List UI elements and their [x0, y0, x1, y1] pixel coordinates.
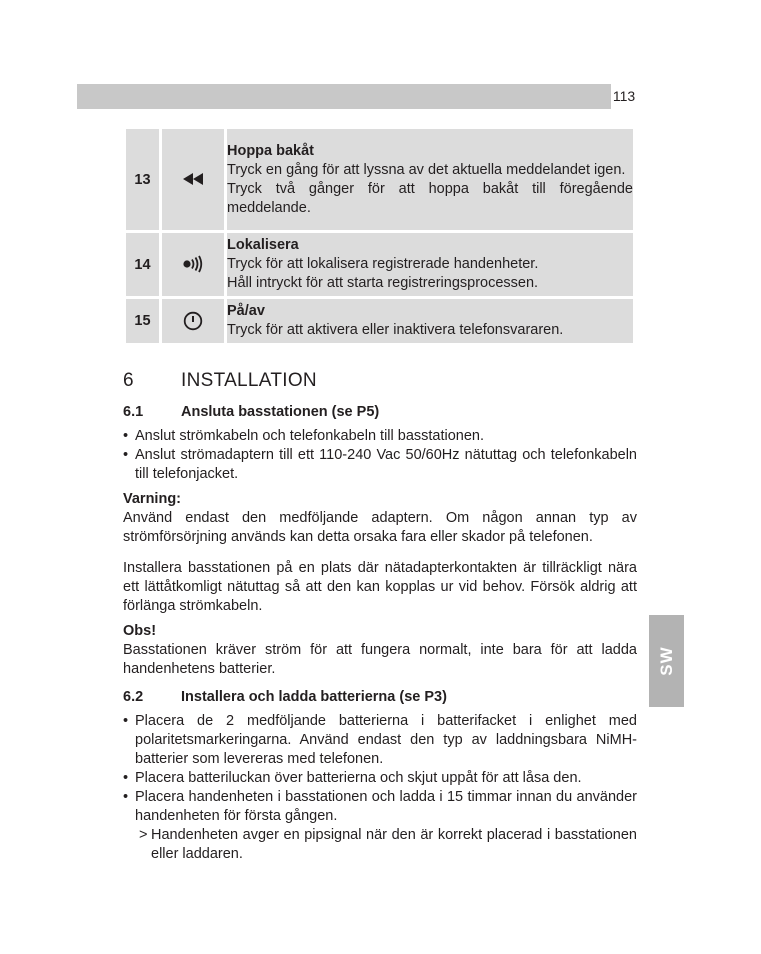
- table-row: [125, 232, 635, 298]
- paragraph: Installera basstationen på en plats där nätadapterkontakten är tillräckligt nära ett lättåtkomligt nätuttag så att den kan kopplas ur vid behov. Försök aldrig att förlänga strömkabeln.: [123, 560, 637, 614]
- bullet: •: [123, 713, 129, 729]
- key-title: På/av: [227, 303, 265, 319]
- warning-label: Varning:: [123, 491, 182, 507]
- key-number: 13: [125, 128, 161, 232]
- bullet: •: [123, 428, 129, 444]
- section-title: INSTALLATION: [181, 370, 317, 391]
- warning-text: Använd endast den medföljande adaptern. Om någon annan typ av strömförsörjning används kan detta orsaka fara eller skador på telefonen.: [123, 510, 637, 545]
- subsection-heading: [123, 688, 637, 707]
- key-description: [226, 298, 635, 345]
- power-icon: [161, 298, 226, 345]
- list-item: [123, 712, 637, 769]
- list-item-text: Anslut strömadaptern till ett 110-240 Vac 50/60Hz nätuttag och telefonkabeln till telefonjacket.: [135, 447, 637, 482]
- bullet: •: [123, 447, 129, 463]
- key-number: 15: [125, 298, 161, 345]
- bullet: •: [123, 770, 129, 786]
- subsection-title: Installera och ladda batterierna (se P3): [181, 689, 447, 705]
- subsection-number: 6.2: [123, 689, 144, 705]
- list-item-text: Placera batteriluckan över batterierna och skjut uppåt för att låsa den.: [135, 770, 582, 786]
- key-description: [226, 128, 635, 232]
- list-item: [123, 788, 637, 826]
- section-6-2: [123, 688, 637, 864]
- table-row: [125, 128, 635, 232]
- section-number: 6: [123, 370, 134, 391]
- key-function-table: [123, 126, 636, 346]
- language-tab-label: SW: [656, 646, 676, 676]
- note-text: Basstationen kräver ström för att fungera normalt, inte bara för att ladda handenhetens batterier.: [123, 642, 637, 677]
- page-number: 113: [611, 84, 637, 109]
- list-item: [123, 427, 637, 446]
- subsection-title: Ansluta basstationen (se P5): [181, 404, 380, 420]
- section-6-1: [123, 403, 637, 679]
- key-line: Håll intryckt för att starta registreringsprocessen.: [227, 275, 539, 291]
- language-tab: [649, 615, 684, 707]
- list-item-text: Anslut strömkabeln och telefonkabeln till basstationen.: [135, 428, 485, 444]
- list-item: [123, 769, 637, 788]
- note-label: Obs!: [123, 623, 157, 639]
- header-bar: [77, 84, 611, 109]
- key-line: Tryck för att lokalisera registrerade handenheter.: [227, 256, 539, 272]
- bullet: •: [123, 789, 129, 805]
- subsection-heading: [123, 403, 637, 422]
- table-row: [125, 298, 635, 345]
- list-item-text: Placera de 2 medföljande batterierna i batterifacket i enlighet med polaritetsmarkeringarna. Använd endast den typ av laddningsbara NiMH-batterier som levereras med telefonen.: [135, 713, 637, 767]
- key-description: [226, 232, 635, 298]
- subsection-number: 6.1: [123, 404, 144, 420]
- key-line: Tryck en gång för att lyssna av det aktuella meddelandet igen.: [227, 161, 626, 178]
- locate-signal-icon: [161, 232, 226, 298]
- key-number: 14: [125, 232, 161, 298]
- list-item-text: Placera handenheten i basstationen och ladda i 15 timmar innan du använder handenheten för första gången.: [135, 789, 637, 824]
- list-item: [123, 446, 637, 484]
- key-line: Tryck två gånger för att hoppa bakåt till föregående meddelande.: [227, 180, 633, 216]
- sub-marker: >: [139, 827, 148, 843]
- key-title: Lokalisera: [227, 237, 299, 253]
- key-line: Tryck för att aktivera eller inaktivera telefonsvararen.: [227, 322, 564, 338]
- key-title: Hoppa bakåt: [227, 142, 315, 159]
- section-heading: [123, 370, 317, 392]
- rewind-icon: [161, 128, 226, 232]
- sub-list-item: [139, 826, 637, 864]
- sub-list-item-text: Handenheten avger en pipsignal när den är korrekt placerad i basstationen eller laddaren.: [151, 827, 637, 862]
